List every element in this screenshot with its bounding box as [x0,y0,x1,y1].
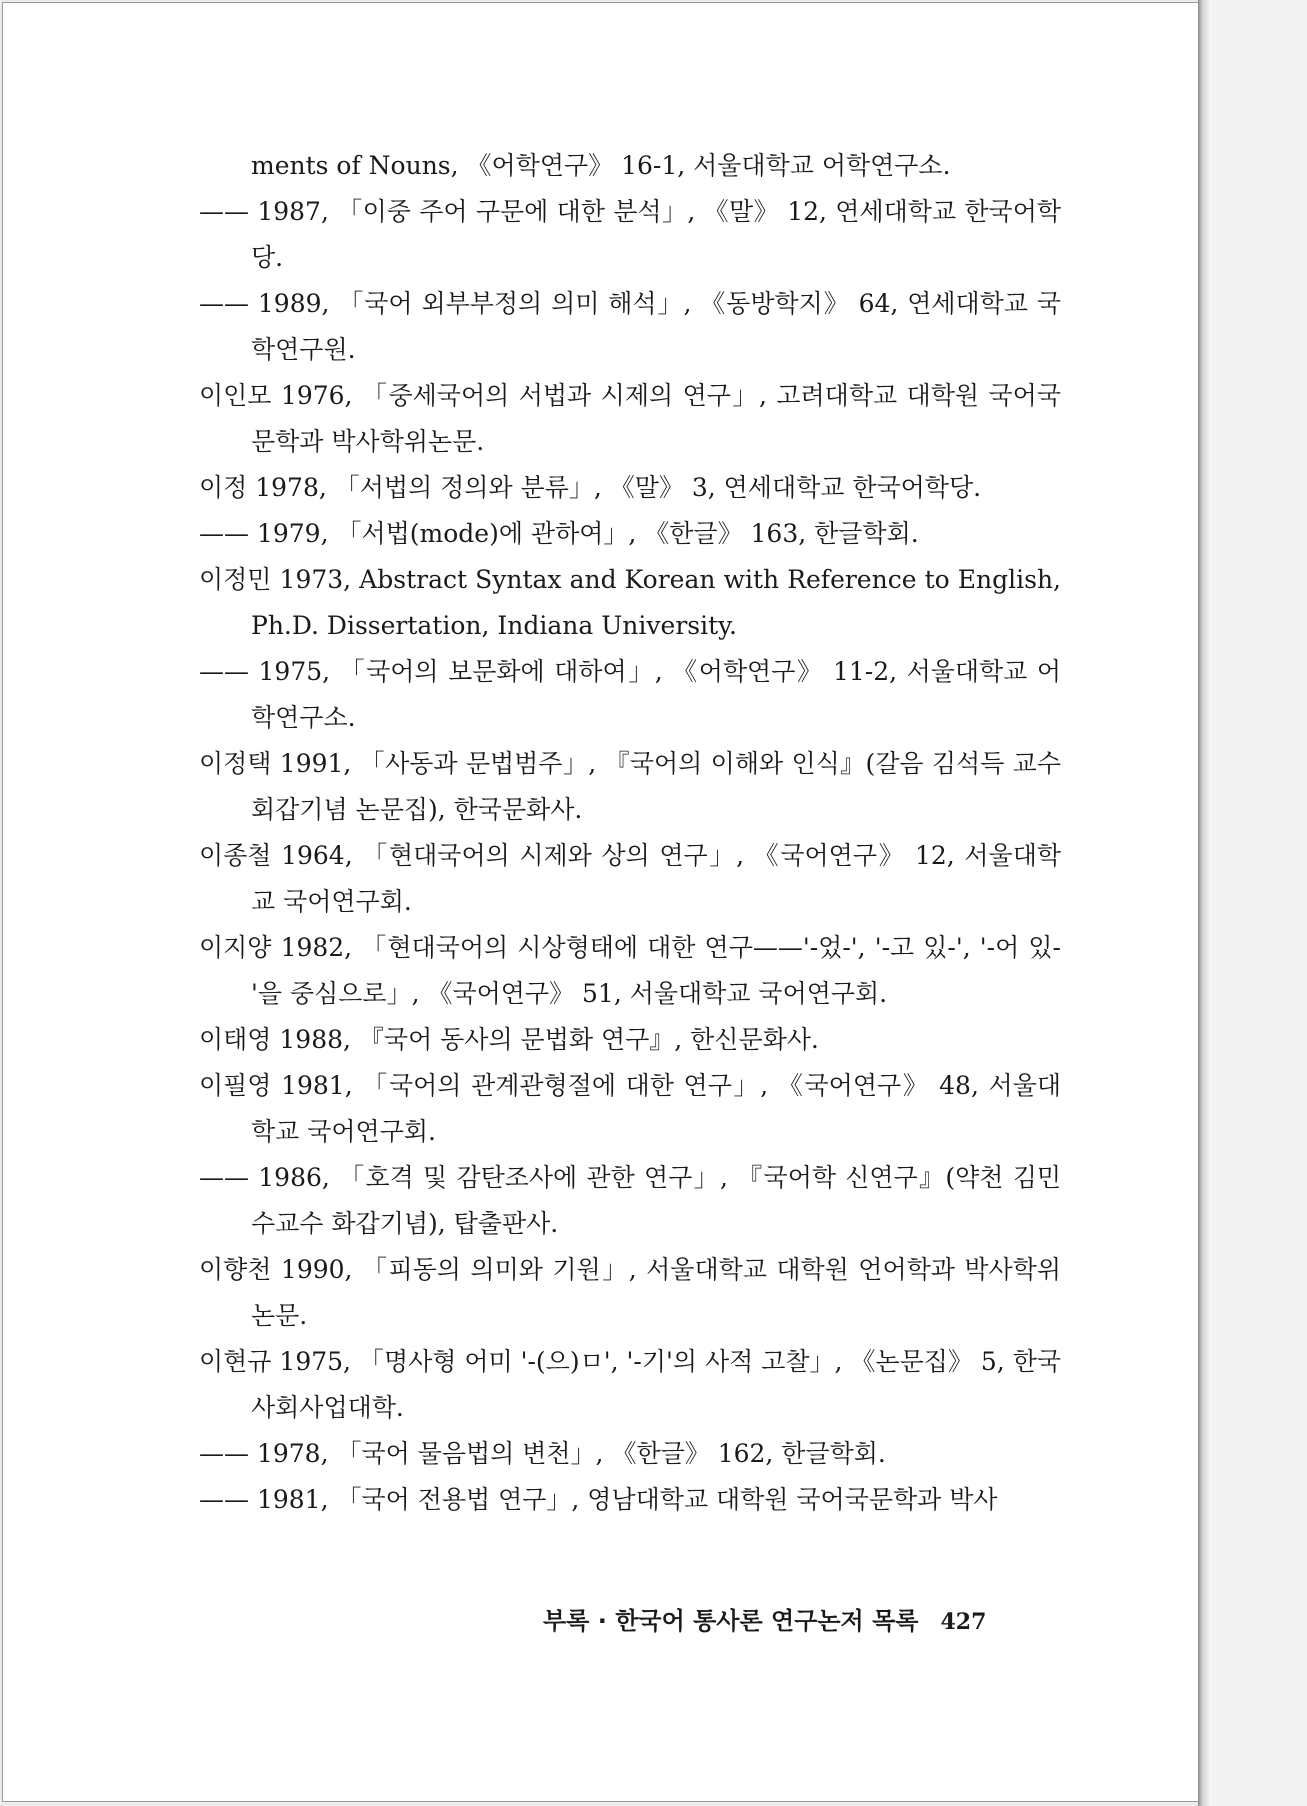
reference-entry: ments of Nouns, 《어학연구》 16-1, 서울대학교 어학연구소. [251,151,951,180]
reference-entry: 이정민 1973, Abstract Syntax and Korean with Reference to English, Ph.D. Dissertation, Indiana University. [199,565,1061,640]
page-edge-shadow [1198,0,1210,1806]
reference-entry: —— 1979, 「서법(mode)에 관하여」, 《한글》 163, 한글학회. [199,519,919,548]
page-footer [543,1601,1033,1636]
running-title: 부록 · 한국어 통사론 연구논저 목록 [543,1607,919,1635]
reference-entry: 이필영 1981, 「국어의 관계관형절에 대한 연구」, 《국어연구》 48, 서울대학교 국어연구회. [199,1071,1061,1146]
reference-entry: —— 1989, 「국어 외부부정의 의미 해석」, 《동방학지》 64, 연세대학교 국학연구원. [199,289,1061,364]
viewer-background [1210,0,1307,1806]
reference-entry: 이태영 1988, 『국어 동사의 문법화 연구』, 한신문화사. [199,1025,819,1054]
document-page [2,2,1205,1802]
reference-entry: 이지양 1982, 「현대국어의 시상형태에 대한 연구——'-었-', '-고 있-', '-어 있-'을 중심으로」, 《국어연구》 51, 서울대학교 국어연구회. [199,933,1061,1008]
reference-entry: 이인모 1976, 「중세국어의 서법과 시제의 연구」, 고려대학교 대학원 국어국문학과 박사학위논문. [199,381,1061,456]
reference-entry: —— 1981, 「국어 전용법 연구」, 영남대학교 대학원 국어국문학과 박사 [199,1485,998,1514]
page-number: 427 [940,1609,987,1635]
reference-entry: —— 1978, 「국어 물음법의 변천」, 《한글》 162, 한글학회. [199,1439,886,1468]
reference-entry: 이정 1978, 「서법의 정의와 분류」, 《말》 3, 연세대학교 한국어학당. [199,473,982,502]
reference-list [199,143,1061,1523]
reference-entry: 이정택 1991, 「사동과 문법범주」, 『국어의 이해와 인식』(갈음 김석득 교수 회갑기념 논문집), 한국문화사. [199,749,1061,824]
reference-entry: —— 1975, 「국어의 보문화에 대하여」, 《어학연구》 11-2, 서울대학교 어학연구소. [199,657,1061,732]
reference-entry: —— 1986, 「호격 및 감탄조사에 관한 연구」, 『국어학 신연구』(약천 김민수교수 화갑기념), 탑출판사. [199,1163,1061,1238]
reference-entry: 이현규 1975, 「명사형 어미 '-(으)ㅁ', '-기'의 사적 고찰」, 《논문집》 5, 한국사회사업대학. [199,1347,1061,1422]
reference-entry: —— 1987, 「이중 주어 구문에 대한 분석」, 《말》 12, 연세대학교 한국어학당. [199,197,1061,272]
reference-entry: 이종철 1964, 「현대국어의 시제와 상의 연구」, 《국어연구》 12, 서울대학교 국어연구회. [199,841,1061,916]
reference-entry: 이향천 1990, 「피동의 의미와 기원」, 서울대학교 대학원 언어학과 박사학위논문. [199,1255,1061,1330]
